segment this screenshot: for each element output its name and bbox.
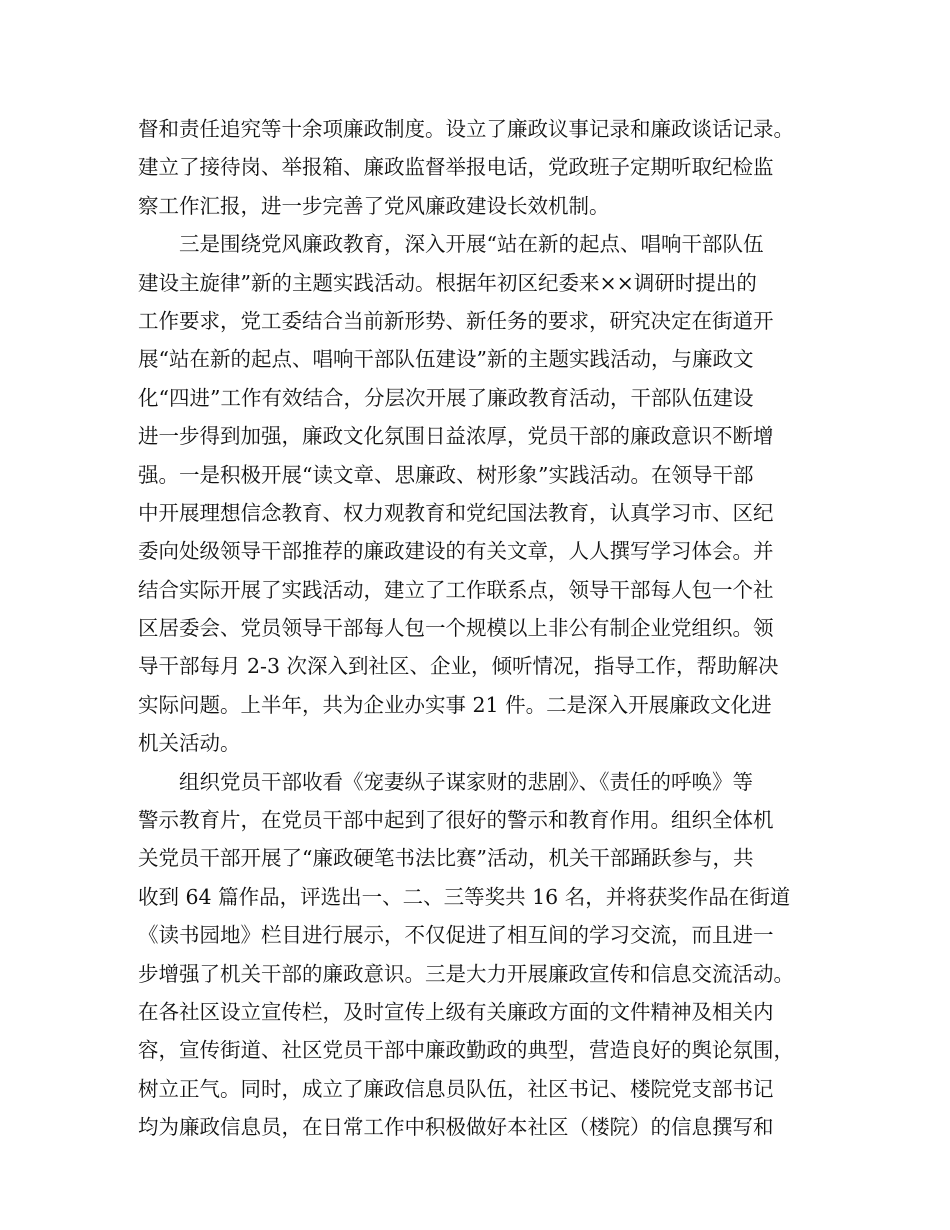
text-line-15: 导干部每月 2-3 次深入到社区、企业，倾听情况，指导工作，帮助解决 bbox=[138, 654, 779, 679]
text-line-24: 在各社区设立宣传栏，及时宣传上级有关廉政方面的文件精神及相关内 bbox=[138, 999, 774, 1024]
text-line-7: 展“站在新的起点、唱响干部队伍建设”新的主题实践活动，与廉政文 bbox=[138, 347, 754, 372]
text-line-6: 工作要求，党工委结合当前新形势、新任务的要求，研究决定在街道开 bbox=[138, 308, 774, 333]
text-line-11: 中开展理想信念教育、权力观教育和党纪国法教育，认真学习市、区纪 bbox=[138, 500, 774, 525]
text-line-17: 机关活动。 bbox=[138, 731, 241, 756]
text-line-27: 均为廉政信息员，在日常工作中积极做好本社区（楼院）的信息撰写和 bbox=[138, 1115, 774, 1140]
text-line-4: 三是围绕党风廉政教育，深入开展“站在新的起点、唱响干部队伍 bbox=[138, 232, 764, 257]
text-line-22: 《读书园地》栏目进行展示，不仅促进了相互间的学习交流，而且进一 bbox=[138, 923, 774, 948]
text-line-18: 组织党员干部收看《宠妻纵子谋家财的悲剧》、《责任的呼唤》等 bbox=[138, 769, 753, 794]
text-line-9: 进一步得到加强，廉政文化氛围日益浓厚，党员干部的廉政意识不断增 bbox=[138, 424, 774, 449]
text-line-12: 委向处级领导干部推荐的廉政建设的有关文章，人人撰写学习体会。并 bbox=[138, 539, 774, 564]
text-line-23: 步增强了机关干部的廉政意识。三是大力开展廉政宣传和信息交流活动。 bbox=[138, 961, 794, 986]
text-line-14: 区居委会、党员领导干部每人包一个规模以上非公有制企业党组织。领 bbox=[138, 616, 774, 641]
text-line-3: 察工作汇报，进一步完善了党风廉政建设长效机制。 bbox=[138, 193, 610, 218]
text-line-8: 化“四进”工作有效结合，分层次开展了廉政教育活动，干部队伍建设 bbox=[138, 385, 754, 410]
text-line-1: 督和责任追究等十余项廉政制度。设立了廉政议事记录和廉政谈话记录。 bbox=[138, 117, 794, 141]
text-line-13: 结合实际开展了实践活动，建立了工作联系点，领导干部每人包一个社 bbox=[138, 577, 774, 602]
text-line-26: 树立正气。同时，成立了廉政信息员队伍，社区书记、楼院党支部书记 bbox=[138, 1076, 774, 1101]
text-line-25: 容，宣传街道、社区党员干部中廉政勤政的典型，营造良好的舆论氛围， bbox=[138, 1038, 794, 1063]
body-text bbox=[138, 110, 828, 1147]
text-line-16: 实际问题。上半年，共为企业办实事 21 件。二是深入开展廉政文化进 bbox=[138, 692, 772, 717]
text-line-20: 关党员干部开展了“廉政硬笔书法比赛”活动，机关干部踊跃参与，共 bbox=[138, 846, 754, 871]
text-line-2: 建立了接待岗、举报箱、廉政监督举报电话，党政班子定期听取纪检监 bbox=[138, 155, 774, 180]
text-line-5: 建设主旋律”新的主题实践活动。根据年初区纪委来××调研时提出的 bbox=[138, 270, 757, 295]
text-line-19: 警示教育片，在党员干部中起到了很好的警示和教育作用。组织全体机 bbox=[138, 808, 774, 833]
text-line-21: 收到 64 篇作品，评选出一、二、三等奖共 16 名，并将获奖作品在街道 bbox=[138, 884, 791, 909]
text-line-10: 强。一是积极开展“读文章、思廉政、树形象”实践活动。在领导干部 bbox=[138, 462, 754, 487]
